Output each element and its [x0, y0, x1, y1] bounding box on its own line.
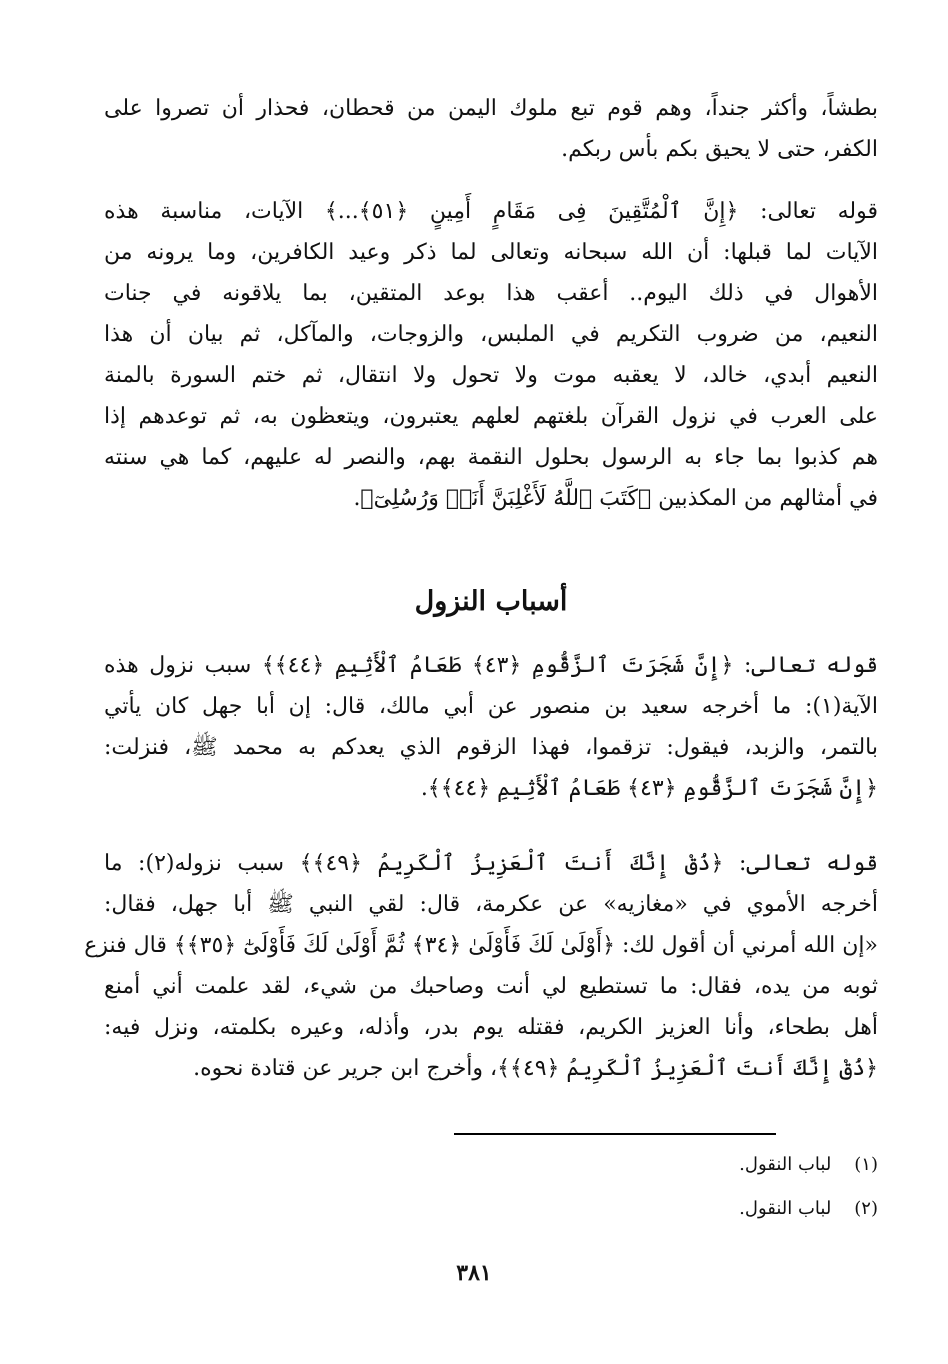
- footnote-1-text: لباب النقول.: [739, 1154, 832, 1175]
- footnote-2: [739, 1194, 878, 1224]
- text-line: النعيم، من ضروب التكريم في الملبس، والزوجات، والمآكل، ثم بيان أن هذا: [104, 322, 878, 347]
- text-line: هم كذبوا بما جاء به الرسول بحلول النقمة بهم، والنصر له عليهم، كما هي سنته: [104, 445, 878, 470]
- text-line: قوله تعالى: ﴿ذُقْ إِنَّكَ أَنتَ ٱلْعَزِيزُ ٱلْكَرِيمُ ﴿٤٩﴾﴾ سبب نزوله(٢): ما: [104, 851, 878, 876]
- text-line: بطشاً، وأكثر جنداً، وهم قوم تبع ملوك اليمن من قحطان، فحذار أن تصروا على: [104, 96, 878, 121]
- text-line: أهل بطحاء، وأنا العزيز الكريم، فقتله يوم بدر، وأذله، وعيره بكلمته، ونزل فيه:: [104, 1015, 878, 1040]
- text-line: بالتمر، والزبد، فيقول: تزقموا، فهذا الزقوم الذي يعدكم به محمد ﷺ، فنزلت:: [104, 735, 878, 760]
- page-number: ٣٨١: [456, 1260, 492, 1286]
- section-heading: أسباب النزول: [414, 586, 568, 617]
- text-line: في أمثالهم من المكذبين ﴿كَتَبَ ٱللَّهُ لَأَغْلِبَنَّ أَنَا۠ وَرُسُلِىٓ﴾.: [353, 486, 878, 511]
- footnote-divider: [454, 1133, 776, 1135]
- text-line: «إن الله أمرني أن أقول لك: ﴿أَوْلَىٰ لَكَ فَأَوْلَىٰ ﴿٣٤﴾ ثُمَّ أَوْلَىٰ لَكَ فَأَوْلَىٰٓ ﴿٣٥﴾﴾ قال فنزع: [84, 933, 878, 958]
- text-line: ﴿إِنَّ شَجَرَتَ ٱلزَّقُّومِ ﴿٤٣﴾ طَعَامُ ٱلْأَثِيمِ ﴿٤٤﴾﴾.: [420, 776, 878, 801]
- text-line: الأهوال في ذلك اليوم.. أعقب هذا بوعد المتقين، بما يلاقونه في جنات: [104, 281, 878, 306]
- text-line: الآية(١): ما أخرجه سعيد بن منصور عن أبي مالك، قال: إن أبا جهل كان يأتي: [104, 694, 878, 719]
- text-line: على العرب في نزول القرآن بلغتهم لعلهم يعتبرون، ويتعظون به، ثم توعدهم إذا: [104, 404, 878, 429]
- paragraph-dhuq-revelation: [84, 843, 878, 1089]
- text-line: قوله تعالى: ﴿إِنَّ شَجَرَتَ ٱلزَّقُّومِ ﴿٤٣﴾ طَعَامُ ٱلْأَثِيمِ ﴿٤٤﴾﴾ سبب نزول هذه: [104, 653, 878, 678]
- paragraph-intro: [104, 88, 878, 170]
- footnote-2-text: لباب النقول.: [739, 1198, 832, 1219]
- text-line: الآيات لما قبلها: أن الله سبحانه وتعالى لما ذكر وعيد الكافرين، وما يرونه من: [104, 240, 878, 265]
- text-line: الكفر، حتى لا يحيق بكم بأس ربكم.: [561, 137, 878, 162]
- paragraph-zaqqum-revelation: [104, 645, 878, 809]
- paragraph-verses-context: [104, 191, 878, 519]
- text-line: أخرجه الأموي في «مغازيه» عن عكرمة، قال: لقي النبي ﷺ أبا جهل، فقال:: [104, 892, 878, 917]
- text-line: ثوبه من يده، فقال: ما تستطيع لي أنت وصاحبك من شيء، لقد علمت أني أمنع: [104, 974, 878, 999]
- footnote-2-mark: (٢): [854, 1198, 878, 1219]
- footnote-1-mark: (١): [854, 1154, 878, 1175]
- footnote-1: [739, 1150, 878, 1180]
- text-line: ﴿ذُقْ إِنَّكَ أَنتَ ٱلْعَزِيزُ ٱلْكَرِيمُ ﴿٤٩﴾﴾، وأخرج ابن جرير عن قتادة نحوه.: [193, 1056, 878, 1081]
- text-line: قوله تعالى: ﴿إِنَّ ٱلْمُتَّقِينَ فِى مَقَامٍ أَمِينٍ ﴿٥١﴾...﴾ الآيات، مناسبة هذه: [104, 199, 878, 224]
- text-line: النعيم أبدي، خالد، لا يعقبه موت ولا تحول ولا انتقال، ثم ختم السورة بالمنة: [104, 363, 879, 388]
